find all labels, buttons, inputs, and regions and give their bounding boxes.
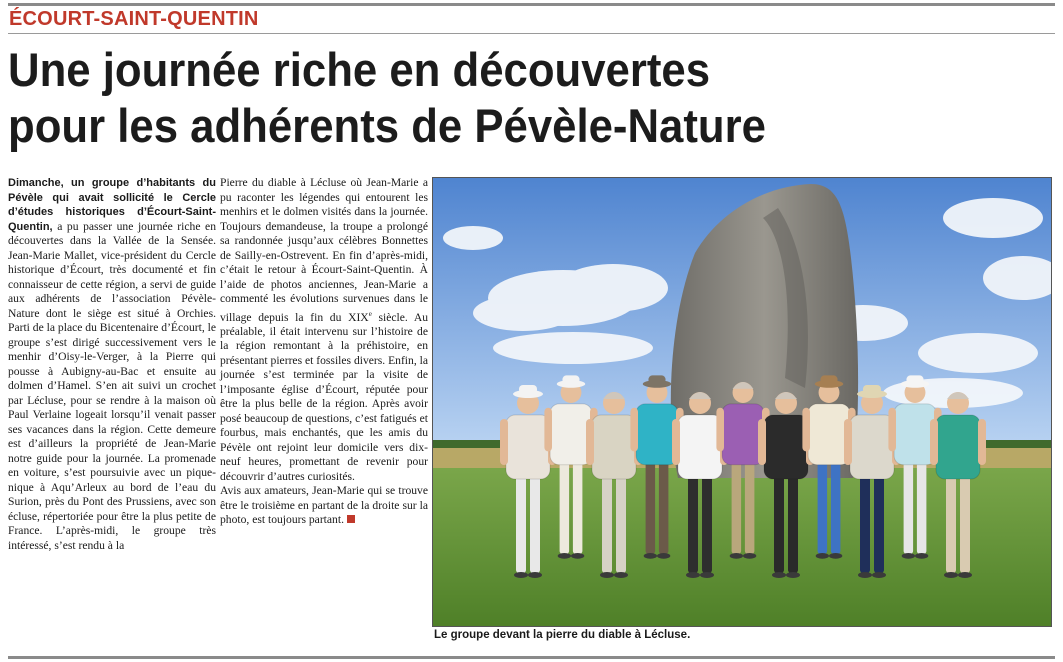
photo-illustration — [433, 178, 1051, 626]
end-mark-icon — [347, 515, 355, 523]
article-paragraph-1 — [8, 176, 216, 553]
headline-line-1: Une journée riche en découvertes — [8, 43, 711, 96]
article-column-2 — [220, 176, 428, 528]
closing-text: Avis aux amateurs, Jean-Marie qui se trouve être le troisième en partant de la droite sur la photo, est toujours partant. — [220, 484, 428, 527]
article-headline — [8, 42, 985, 154]
column-2-text-b: siècle. Au préalable, il était intervenu sur l’histoire de la région remontant à la préhistoire, en présentant pierres et fossiles divers. Enfin, la journée s’est terminée par la visite de l’imposante église d’Écourt, réputée pour être la plus belle de la région. Après avoir posé beaucoup de questions, c’est fatigués et fourbus, mais enchantés, que les amis du Pévèle ont rejoint leur domicile vers dix-neuf heures, promettant de revenir pour découvrir d’autres curiosités. — [220, 310, 428, 483]
column-1-text: a pu passer une journée riche en découvertes dans la Vallée de la Sensée. Jean-Marie Mallet, vice-président du Cercle historique d’Écourt, très documenté et fin connaisseur de cette région, a servi de guide aux adhérents de l’association Pévèle-Nature dont le siège est situé à Orchies. Parti de la place du Bicentenaire d’Écourt, le groupe s’est dirigé successivement vers le menhir d’Oisy-le-Verger, à la Pierre qui pousse à Aubigny-au-Bac et ensuite au dolmen d’Hamel. S’en ait suivi un crochet par Lécluse, pour se rendre à la maison où Paul Verlaine logeait lorsqu’il venait passer ses vacances dans la région. Cette demeure est d’ailleurs la propriété de Jean-Marie notre guide pour la journée. La promenade en voiture, s’est poursuivie avec un pique-nique à Aqu’Arleux au bord de l’eau du Surion, près du Pont des Prussiens, avec son écluse, répertoriée pour être la plus petite de France. L’après-midi, le groupe très intéressé, s’est rendu à la — [8, 219, 216, 552]
century-superscript: e — [368, 309, 372, 318]
article-paragraph-2 — [220, 176, 428, 484]
group-photo — [432, 177, 1052, 627]
photo-caption: Le groupe devant la pierre du diable à Lécluse. — [434, 629, 691, 641]
article-lead: Dimanche, un groupe d’habitants du Pévèle qui avait sollicité le Cercle d’études historiques d’Écourt-Saint-Quentin, — [8, 177, 216, 233]
headline-line-2: pour les adhérents de Pévèle-Nature — [8, 99, 766, 152]
bottom-rule — [8, 656, 1055, 659]
article-paragraph-3 — [220, 484, 428, 528]
section-rubric: ÉCOURT-SAINT-QUENTIN — [9, 8, 259, 30]
column-2-text-a: Pierre du diable à Lécluse où Jean-Marie a pu raconter les légendes qui entourent les menhirs et le dolmen visités dans la journée. Toujours demandeuse, la troupe a prolongé sa randonnée jusqu’aux célèbres Bonnettes de Sailly-en-Ostrevent. En fin d’après-midi, c’était le retour à Écourt-Saint-Quentin. À l’aide de photos anciennes, Jean-Marie a commenté les évolutions survenues dans le village depuis la fin du XIX — [220, 176, 428, 324]
article-column-1 — [8, 176, 216, 553]
rubric-rule — [8, 33, 1055, 34]
